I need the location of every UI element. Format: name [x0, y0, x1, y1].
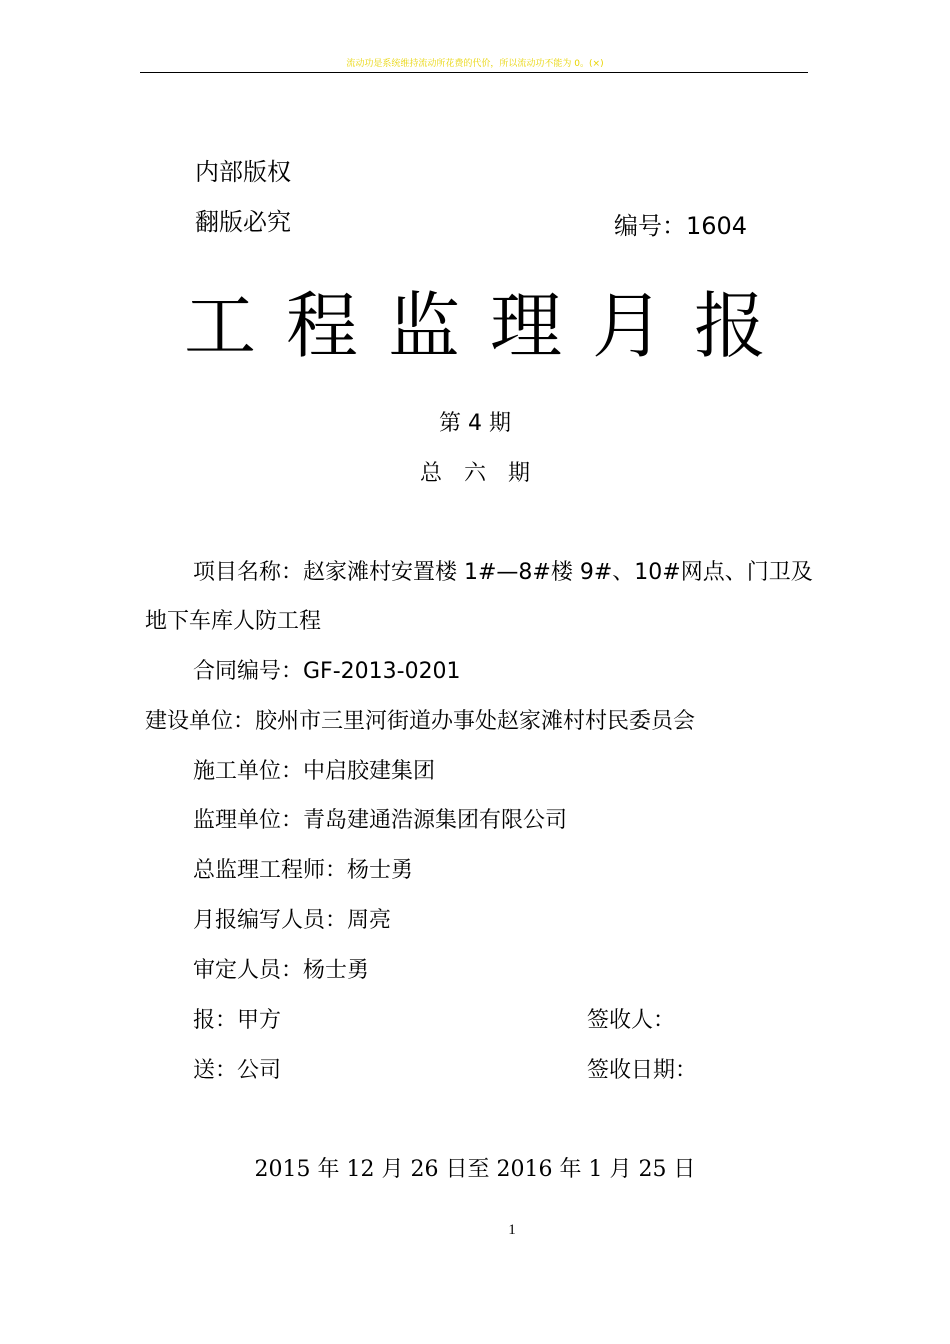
serial-number: 编号：1604 — [614, 212, 748, 240]
reviewer: 审定人员：杨士勇 — [193, 958, 370, 983]
signee: 签收人： — [587, 1008, 676, 1033]
issue-number: 第 4 期 — [439, 411, 511, 436]
chief-engineer: 总监理工程师：杨士勇 — [193, 858, 414, 883]
contract-number: 合同编号：GF-2013-0201 — [193, 659, 461, 684]
header-note: 流动功是系统维持流动所花费的代价，所以流动功不能为 0。(×) — [346, 59, 604, 69]
document-title: 工程监理月报 — [183, 284, 796, 368]
copyright-line-1: 内部版权 — [195, 158, 291, 186]
report-writer: 月报编写人员：周亮 — [193, 908, 392, 933]
page-number: 1 — [508, 1222, 516, 1238]
contractor-unit: 施工单位：中启胶建集团 — [193, 759, 436, 784]
project-name-line-1: 项目名称：赵家滩村安置楼 1#—8#楼 9#、10#网点、门卫及 — [193, 560, 813, 585]
report-period: 2015 年 12 月 26 日至 2016 年 1 月 25 日 — [254, 1157, 696, 1182]
report-to: 报：甲方 — [193, 1008, 282, 1033]
header-rule — [140, 72, 808, 73]
copyright-line-2: 翻版必究 — [195, 208, 291, 236]
sign-date: 签收日期： — [587, 1058, 698, 1083]
project-name-line-2: 地下车库人防工程 — [145, 609, 322, 634]
send-to: 送：公司 — [193, 1058, 282, 1083]
total-issues: 总 六 期 — [419, 461, 530, 486]
supervisor-unit: 监理单位：青岛建通浩源集团有限公司 — [193, 808, 568, 833]
owner-unit: 建设单位：胶州市三里河街道办事处赵家滩村村民委员会 — [145, 709, 696, 734]
